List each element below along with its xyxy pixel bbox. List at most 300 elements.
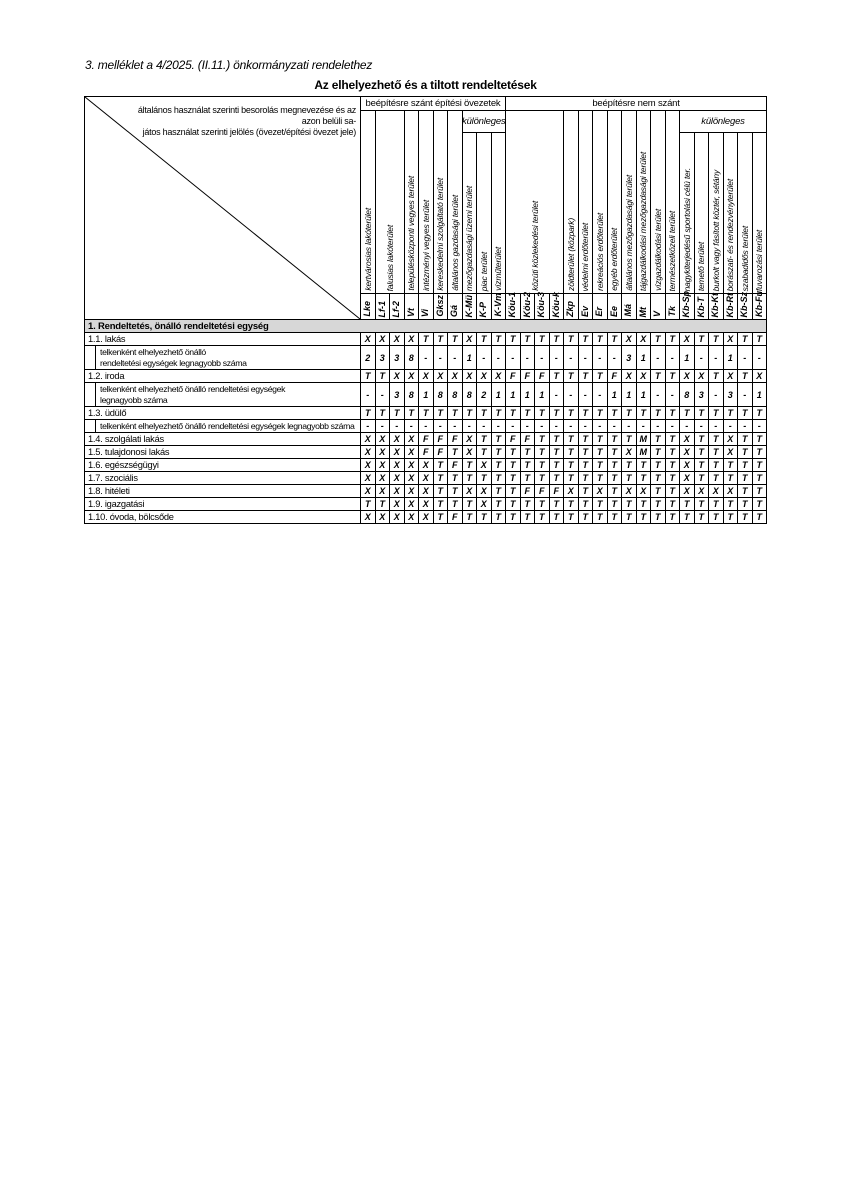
grid-cell: T bbox=[708, 497, 723, 510]
column-label-text: intézményi vegyes terület bbox=[420, 200, 431, 291]
grid-cell: X bbox=[462, 484, 477, 497]
grid-cell: T bbox=[636, 406, 651, 419]
grid-cell: X bbox=[360, 510, 375, 523]
grid-cell: 1 bbox=[723, 345, 738, 369]
grid-cell: X bbox=[679, 458, 694, 471]
grid-cell: T bbox=[578, 432, 593, 445]
grid-cell: T bbox=[563, 332, 578, 345]
grid-cell: - bbox=[708, 382, 723, 406]
grid-cell: 8 bbox=[679, 382, 694, 406]
grid-cell: T bbox=[592, 471, 607, 484]
grid-cell: M bbox=[636, 445, 651, 458]
grid-cell: T bbox=[491, 332, 506, 345]
grid-cell: 1 bbox=[679, 345, 694, 369]
grid-cell: X bbox=[679, 484, 694, 497]
column-label-text: általános gazdasági terület bbox=[449, 195, 460, 291]
grid-cell: X bbox=[418, 458, 433, 471]
diagonal-header-line1: általános használat szerinti besorolás megnevezése és az azon belüli sa- bbox=[137, 105, 356, 126]
column-code-text: V bbox=[652, 310, 663, 317]
column-code bbox=[607, 293, 622, 319]
grid-cell: T bbox=[708, 510, 723, 523]
grid-cell: T bbox=[505, 510, 520, 523]
row-label-line: telkenként elhelyezhető önálló rendeltetési egységek legnagyobb száma bbox=[100, 420, 355, 431]
column-code-text: Ee bbox=[608, 305, 619, 317]
grid-cell: T bbox=[650, 497, 665, 510]
column-code-text: Gá bbox=[449, 304, 460, 317]
row-label bbox=[85, 471, 360, 484]
table-subrow bbox=[85, 382, 766, 406]
row-label bbox=[85, 432, 360, 445]
grid-cell: - bbox=[737, 345, 752, 369]
grid-cell: 1 bbox=[418, 382, 433, 406]
grid-cell: T bbox=[708, 432, 723, 445]
grid-cell: T bbox=[650, 458, 665, 471]
column-label bbox=[607, 111, 622, 293]
grid-cell: F bbox=[447, 432, 462, 445]
column-label bbox=[708, 133, 723, 293]
column-code-text: Er bbox=[594, 307, 605, 317]
diagonal-header-line2: játos használat szerinti jelölés (övezet/építési övezet jele) bbox=[142, 127, 356, 137]
table-row bbox=[85, 497, 766, 510]
grid-cell: T bbox=[433, 497, 448, 510]
grid-cell: T bbox=[723, 458, 738, 471]
row-label-line: 1.9. igazgatási bbox=[88, 499, 145, 509]
grid-cell: T bbox=[491, 458, 506, 471]
grid-cell: X bbox=[375, 432, 390, 445]
column-label bbox=[505, 111, 563, 293]
column-code-text: Kb-Sp bbox=[681, 290, 692, 317]
grid-cell: 8 bbox=[447, 382, 462, 406]
grid-cell: X bbox=[375, 510, 390, 523]
grid-cell: T bbox=[418, 332, 433, 345]
grid-cell: X bbox=[404, 510, 419, 523]
grid-cell: - bbox=[650, 382, 665, 406]
grid-cell: T bbox=[534, 432, 549, 445]
grid-cell: T bbox=[549, 332, 564, 345]
grid-cell: X bbox=[636, 332, 651, 345]
grid-cell: - bbox=[476, 345, 491, 369]
grid-cell: T bbox=[578, 332, 593, 345]
grid-cell: T bbox=[520, 471, 535, 484]
grid-cell: T bbox=[665, 432, 680, 445]
grid-cell: T bbox=[462, 471, 477, 484]
table-subrow bbox=[85, 419, 766, 432]
grid-cell: T bbox=[665, 332, 680, 345]
column-code bbox=[389, 293, 404, 319]
grid-cell: F bbox=[447, 458, 462, 471]
column-code bbox=[491, 293, 506, 319]
grid-cell: - bbox=[607, 419, 622, 432]
grid-cell: X bbox=[389, 497, 404, 510]
row-label-line: legnagyobb száma bbox=[100, 394, 168, 405]
grid-cell: T bbox=[549, 406, 564, 419]
grid-cell: T bbox=[491, 510, 506, 523]
column-code bbox=[650, 293, 665, 319]
grid-cell: - bbox=[708, 345, 723, 369]
row-label-line: 1.7. szociális bbox=[88, 473, 138, 483]
grid-cell: X bbox=[723, 369, 738, 382]
grid-cell: X bbox=[462, 369, 477, 382]
column-code bbox=[592, 293, 607, 319]
grid-cell: F bbox=[418, 432, 433, 445]
grid-cell: T bbox=[694, 497, 709, 510]
grid-cell: - bbox=[563, 345, 578, 369]
grid-cell: X bbox=[418, 510, 433, 523]
grid-cell: X bbox=[375, 445, 390, 458]
table-row bbox=[85, 471, 766, 484]
column-label-text: közúti közlekedési terület bbox=[529, 201, 540, 291]
grid-cell: - bbox=[447, 419, 462, 432]
grid-cell: - bbox=[694, 419, 709, 432]
grid-cell: T bbox=[592, 510, 607, 523]
grid-cell: 1 bbox=[621, 382, 636, 406]
grid-cell: T bbox=[607, 497, 622, 510]
grid-cell: T bbox=[520, 510, 535, 523]
grid-cell: T bbox=[607, 406, 622, 419]
grid-cell: F bbox=[505, 369, 520, 382]
grid-cell: X bbox=[636, 484, 651, 497]
column-label-text: kertvárosias lakóterület bbox=[362, 208, 373, 291]
grid-cell: F bbox=[520, 369, 535, 382]
grid-cell: X bbox=[418, 484, 433, 497]
grid-cell: T bbox=[520, 445, 535, 458]
grid-cell: T bbox=[375, 369, 390, 382]
column-label bbox=[404, 111, 419, 293]
column-label bbox=[418, 111, 433, 293]
grid-cell: X bbox=[636, 369, 651, 382]
grid-cell: T bbox=[534, 510, 549, 523]
row-label-line: 1.3. üdülő bbox=[88, 408, 127, 418]
grid-cell: F bbox=[520, 484, 535, 497]
grid-cell: T bbox=[592, 458, 607, 471]
row-label bbox=[85, 458, 360, 471]
grid-cell: - bbox=[578, 382, 593, 406]
grid-cell: T bbox=[621, 471, 636, 484]
grid-cell: T bbox=[708, 471, 723, 484]
column-label-text: kereskedelmi szolgáltató terület bbox=[435, 178, 446, 291]
grid-cell: T bbox=[607, 510, 622, 523]
special-header-not-built: különleges bbox=[679, 111, 766, 133]
column-label bbox=[476, 133, 491, 293]
column-label bbox=[694, 133, 709, 293]
grid-cell: T bbox=[694, 510, 709, 523]
grid-cell: T bbox=[491, 497, 506, 510]
column-label bbox=[433, 111, 448, 293]
column-code bbox=[534, 293, 549, 319]
grid-cell: T bbox=[534, 332, 549, 345]
grid-cell: - bbox=[433, 419, 448, 432]
grid-cell: - bbox=[694, 345, 709, 369]
grid-cell: T bbox=[752, 510, 767, 523]
grid-cell: T bbox=[592, 369, 607, 382]
grid-cell: - bbox=[650, 345, 665, 369]
grid-cell: T bbox=[723, 497, 738, 510]
grid-cell: T bbox=[447, 484, 462, 497]
table-row bbox=[85, 445, 766, 458]
grid-cell: T bbox=[723, 406, 738, 419]
grid-cell: - bbox=[534, 345, 549, 369]
column-label bbox=[650, 111, 665, 293]
grid-cell: T bbox=[737, 332, 752, 345]
grid-cell: 3 bbox=[389, 345, 404, 369]
column-code bbox=[505, 293, 520, 319]
column-code-text: Tk bbox=[666, 306, 677, 317]
column-label bbox=[491, 133, 506, 293]
row-label-line: 1.2. iroda bbox=[88, 371, 125, 381]
grid-cell: T bbox=[447, 497, 462, 510]
grid-cell: T bbox=[563, 432, 578, 445]
grid-cell: T bbox=[737, 445, 752, 458]
column-label bbox=[578, 111, 593, 293]
grid-cell: T bbox=[737, 432, 752, 445]
grid-cell: - bbox=[462, 419, 477, 432]
grid-cell: T bbox=[592, 497, 607, 510]
grid-cell: T bbox=[737, 369, 752, 382]
grid-cell: T bbox=[621, 432, 636, 445]
column-label bbox=[737, 133, 752, 293]
row-label-line: 1.10. óvoda, bölcsőde bbox=[88, 512, 174, 522]
grid-cell: T bbox=[752, 432, 767, 445]
grid-cell: X bbox=[389, 484, 404, 497]
column-code bbox=[723, 293, 738, 319]
column-label-text: nagykiterjedésű sportolási célú ter. bbox=[681, 167, 692, 291]
grid-cell: - bbox=[621, 419, 636, 432]
grid-cell: X bbox=[621, 332, 636, 345]
table-row bbox=[85, 432, 766, 445]
column-code-text: Zkp bbox=[565, 300, 576, 317]
grid-cell: T bbox=[447, 471, 462, 484]
column-label-text: vízgazdálkodási terület bbox=[652, 209, 663, 291]
column-label-text: mezőgazdasági üzemi terület bbox=[464, 185, 475, 291]
grid-cell: 2 bbox=[476, 382, 491, 406]
column-code-text: Lke bbox=[362, 301, 373, 317]
grid-cell: T bbox=[607, 445, 622, 458]
grid-cell: X bbox=[723, 432, 738, 445]
grid-cell: X bbox=[694, 484, 709, 497]
grid-cell: - bbox=[752, 419, 767, 432]
column-code-text: Köu-2 bbox=[521, 291, 532, 317]
column-label-text: egyéb erdőterület bbox=[609, 228, 620, 291]
grid-cell: T bbox=[694, 432, 709, 445]
section-band: 1. Rendeltetés, önálló rendeltetési egység bbox=[85, 319, 766, 332]
row-label bbox=[85, 497, 360, 510]
grid-cell: X bbox=[752, 369, 767, 382]
grid-cell: X bbox=[389, 445, 404, 458]
grid-cell: X bbox=[679, 471, 694, 484]
grid-cell: X bbox=[360, 332, 375, 345]
grid-cell: T bbox=[505, 484, 520, 497]
grid-cell: T bbox=[433, 471, 448, 484]
grid-cell: T bbox=[607, 432, 622, 445]
grid-cell: - bbox=[491, 419, 506, 432]
row-label bbox=[85, 484, 360, 497]
grid-cell: - bbox=[737, 382, 752, 406]
page-title: Az elhelyezhető és a tiltott rendeltetések bbox=[314, 78, 537, 92]
grid-cell: - bbox=[636, 419, 651, 432]
grid-cell: T bbox=[578, 497, 593, 510]
grid-cell: X bbox=[433, 369, 448, 382]
grid-cell: X bbox=[389, 332, 404, 345]
grid-cell: F bbox=[549, 484, 564, 497]
column-label-text: fuvarozási terület bbox=[754, 229, 765, 291]
grid-cell: T bbox=[665, 497, 680, 510]
grid-cell: T bbox=[433, 332, 448, 345]
grid-cell: T bbox=[650, 471, 665, 484]
grid-cell: X bbox=[563, 484, 578, 497]
grid-cell: M bbox=[636, 432, 651, 445]
grid-cell: X bbox=[404, 432, 419, 445]
grid-cell: T bbox=[679, 510, 694, 523]
grid-cell: T bbox=[360, 369, 375, 382]
grid-cell: X bbox=[375, 332, 390, 345]
column-code bbox=[708, 293, 723, 319]
column-code bbox=[665, 293, 680, 319]
grid-cell: T bbox=[578, 471, 593, 484]
grid-cell: T bbox=[708, 458, 723, 471]
column-code-text: Má bbox=[623, 304, 634, 317]
grid-cell: - bbox=[563, 382, 578, 406]
row-label bbox=[85, 419, 360, 432]
column-label-text: burkolt vagy fásított köztér, sétány bbox=[710, 169, 721, 291]
grid-cell: T bbox=[534, 458, 549, 471]
column-code bbox=[621, 293, 636, 319]
grid-cell: T bbox=[462, 406, 477, 419]
column-label bbox=[636, 111, 651, 293]
grid-cell: T bbox=[375, 497, 390, 510]
grid-cell: T bbox=[636, 510, 651, 523]
grid-cell: T bbox=[737, 406, 752, 419]
column-code-text: Vi bbox=[420, 308, 431, 317]
group-header-not-built: beépítésre nem szánt bbox=[505, 97, 766, 111]
column-label-text: településközponti vegyes terület bbox=[406, 176, 417, 291]
grid-cell: T bbox=[389, 406, 404, 419]
grid-cell: T bbox=[505, 445, 520, 458]
grid-cell: - bbox=[737, 419, 752, 432]
column-label-text: természetközeli terület bbox=[667, 210, 678, 291]
grid-cell: T bbox=[694, 445, 709, 458]
grid-cell: X bbox=[447, 369, 462, 382]
column-code-text: Kb-Fu bbox=[753, 291, 764, 317]
column-code bbox=[636, 293, 651, 319]
grid-cell: T bbox=[476, 471, 491, 484]
column-code-text: Lf-2 bbox=[391, 300, 402, 317]
grid-cell: X bbox=[679, 432, 694, 445]
grid-cell: T bbox=[563, 471, 578, 484]
row-label-line: telkenként elhelyezhető önálló bbox=[100, 347, 206, 357]
grid-cell: T bbox=[563, 445, 578, 458]
uses-table bbox=[84, 96, 767, 524]
grid-cell: T bbox=[650, 445, 665, 458]
column-label bbox=[462, 133, 477, 293]
column-code bbox=[520, 293, 535, 319]
grid-cell: T bbox=[491, 484, 506, 497]
grid-cell: X bbox=[404, 445, 419, 458]
grid-cell: T bbox=[491, 406, 506, 419]
grid-cell: T bbox=[505, 497, 520, 510]
grid-cell: T bbox=[505, 458, 520, 471]
grid-cell: T bbox=[404, 406, 419, 419]
grid-cell: T bbox=[665, 445, 680, 458]
column-code-text: Köu-k bbox=[550, 291, 561, 317]
grid-cell: X bbox=[491, 369, 506, 382]
grid-cell: T bbox=[737, 458, 752, 471]
grid-cell: - bbox=[360, 419, 375, 432]
column-label bbox=[621, 111, 636, 293]
grid-cell: T bbox=[650, 406, 665, 419]
grid-cell: 1 bbox=[462, 345, 477, 369]
column-label bbox=[375, 111, 404, 293]
column-code bbox=[433, 293, 448, 319]
grid-cell: T bbox=[549, 432, 564, 445]
column-label bbox=[679, 133, 694, 293]
grid-cell: T bbox=[592, 445, 607, 458]
column-code bbox=[375, 293, 390, 319]
group-header-built: beépítésre szánt építési övezetek bbox=[360, 97, 505, 111]
grid-cell: 1 bbox=[505, 382, 520, 406]
grid-cell: - bbox=[665, 345, 680, 369]
grid-cell: T bbox=[650, 369, 665, 382]
column-code bbox=[752, 293, 767, 319]
grid-cell: F bbox=[447, 510, 462, 523]
grid-cell: X bbox=[723, 332, 738, 345]
grid-cell: 1 bbox=[534, 382, 549, 406]
grid-cell: T bbox=[520, 332, 535, 345]
grid-cell: T bbox=[505, 332, 520, 345]
grid-cell: T bbox=[665, 510, 680, 523]
grid-cell: T bbox=[694, 471, 709, 484]
grid-cell: X bbox=[404, 484, 419, 497]
grid-cell: T bbox=[650, 484, 665, 497]
grid-cell: - bbox=[418, 419, 433, 432]
column-code bbox=[447, 293, 462, 319]
grid-cell: X bbox=[404, 332, 419, 345]
grid-cell: T bbox=[563, 497, 578, 510]
grid-cell: X bbox=[404, 458, 419, 471]
grid-cell: - bbox=[752, 345, 767, 369]
row-label bbox=[85, 369, 360, 382]
grid-cell: T bbox=[534, 497, 549, 510]
grid-cell: T bbox=[491, 445, 506, 458]
grid-cell: T bbox=[752, 332, 767, 345]
grid-cell: T bbox=[578, 510, 593, 523]
column-code-text: K-P bbox=[478, 301, 489, 317]
grid-cell: - bbox=[505, 419, 520, 432]
grid-cell: - bbox=[563, 419, 578, 432]
grid-cell: - bbox=[375, 382, 390, 406]
grid-cell: X bbox=[621, 369, 636, 382]
grid-cell: T bbox=[752, 471, 767, 484]
column-label bbox=[752, 133, 767, 293]
grid-cell: T bbox=[621, 510, 636, 523]
grid-cell: T bbox=[665, 471, 680, 484]
grid-cell: T bbox=[447, 445, 462, 458]
grid-cell: T bbox=[476, 432, 491, 445]
grid-cell: X bbox=[360, 471, 375, 484]
grid-cell: 1 bbox=[607, 382, 622, 406]
diagonal-header-text bbox=[118, 105, 356, 138]
grid-cell: X bbox=[476, 458, 491, 471]
grid-cell: F bbox=[418, 445, 433, 458]
annex-note: 3. melléklet a 4/2025. (II.11.) önkormányzati rendelethez bbox=[85, 58, 373, 72]
table-row bbox=[85, 406, 766, 419]
grid-cell: - bbox=[520, 345, 535, 369]
grid-cell: T bbox=[549, 445, 564, 458]
column-code-text: K-Vm bbox=[492, 293, 503, 317]
grid-cell: - bbox=[476, 419, 491, 432]
grid-cell: 1 bbox=[636, 345, 651, 369]
grid-cell: T bbox=[694, 458, 709, 471]
grid-cell: X bbox=[462, 432, 477, 445]
